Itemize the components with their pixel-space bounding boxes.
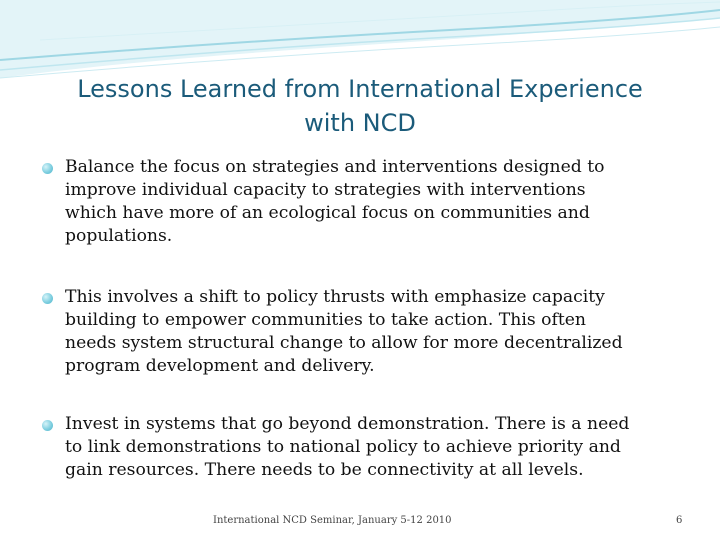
bullet-marker-icon	[42, 293, 53, 304]
bullet-line: Invest in systems that go beyond demonstration. There is a need	[65, 414, 630, 434]
bullet-line: This involves a shift to policy thrusts with emphasize capacity	[65, 287, 605, 307]
bullet-marker-icon	[42, 163, 53, 174]
bullet-text	[65, 413, 695, 482]
bullet-line: to link demonstrations to national policy to achieve priority and	[65, 437, 621, 457]
bullet-text	[65, 156, 695, 248]
bullet-line: gain resources. There needs to be connectivity at all levels.	[65, 460, 584, 480]
bullet-marker-icon	[42, 420, 53, 431]
bullet-text	[65, 286, 695, 378]
bullet-line: building to empower communities to take action. This often	[65, 310, 586, 330]
bullet-line: populations.	[65, 226, 173, 246]
bullet-line: program development and delivery.	[65, 356, 375, 376]
bullet-line: needs system structural change to allow for more decentralized	[65, 333, 623, 353]
slide-title	[30, 72, 690, 140]
page-number: 6	[676, 515, 683, 526]
footer-text: International NCD Seminar, January 5-12 2010	[213, 515, 452, 526]
bullet-line: which have more of an ecological focus on communities and	[65, 203, 590, 223]
bullet-line: Balance the focus on strategies and interventions designed to	[65, 157, 605, 177]
slide-title-line: Lessons Learned from International Experience	[77, 75, 643, 103]
slide-title-line: with NCD	[304, 109, 416, 137]
bullet-line: improve individual capacity to strategies with interventions	[65, 180, 586, 200]
